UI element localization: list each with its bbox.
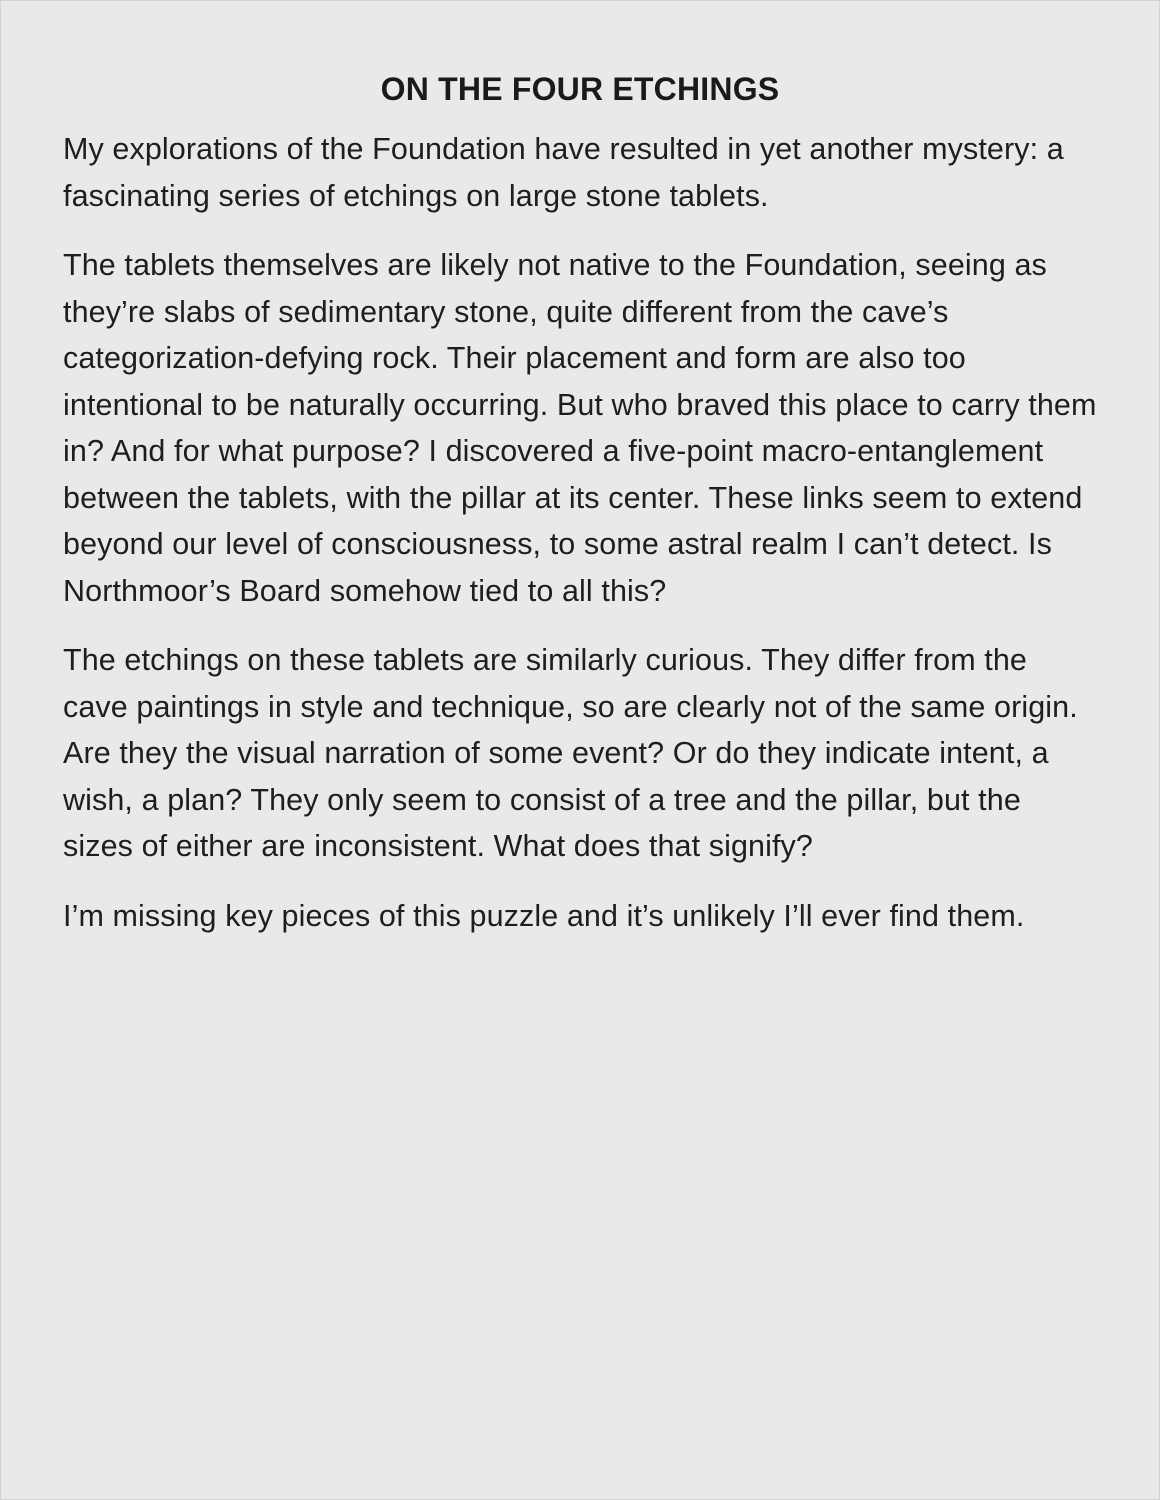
document-title: ON THE FOUR ETCHINGS [380,71,780,107]
paragraph-conclusion: I’m missing key pieces of this puzzle and it’s unlikely I’ll ever find them. [63,898,1025,933]
paragraph-etchings: The etchings on these tablets are similarly curious. They differ from the cave paintings in style and technique, so are clearly not of the same origin. Are they the visual narration of some event? Or do they indicate intent, a wish, a plan? They only seem to consist of a tree and the pillar, but the sizes of either are inconsistent. What does that signify? [63,643,1078,863]
paragraph-tablets: The tablets themselves are likely not native to the Foundation, seeing as they’re slabs of sedimentary stone, quite different from the cave’s categorization-defying rock. Their placement and form are also too intentional to be naturally occurring. But who braved this place to carry them in? And for what purpose? I discovered a five-point macro-entanglement between the tablets, with the pillar at its center. These links seem to extend beyond our level of consciousness, to some astral realm I can’t detect. Is Northmoor’s Board somehow tied to all this? [63,248,1097,608]
paragraph-intro: My explorations of the Foundation have resulted in yet another mystery: a fascinating series of etchings on large stone tablets. [63,132,1064,213]
